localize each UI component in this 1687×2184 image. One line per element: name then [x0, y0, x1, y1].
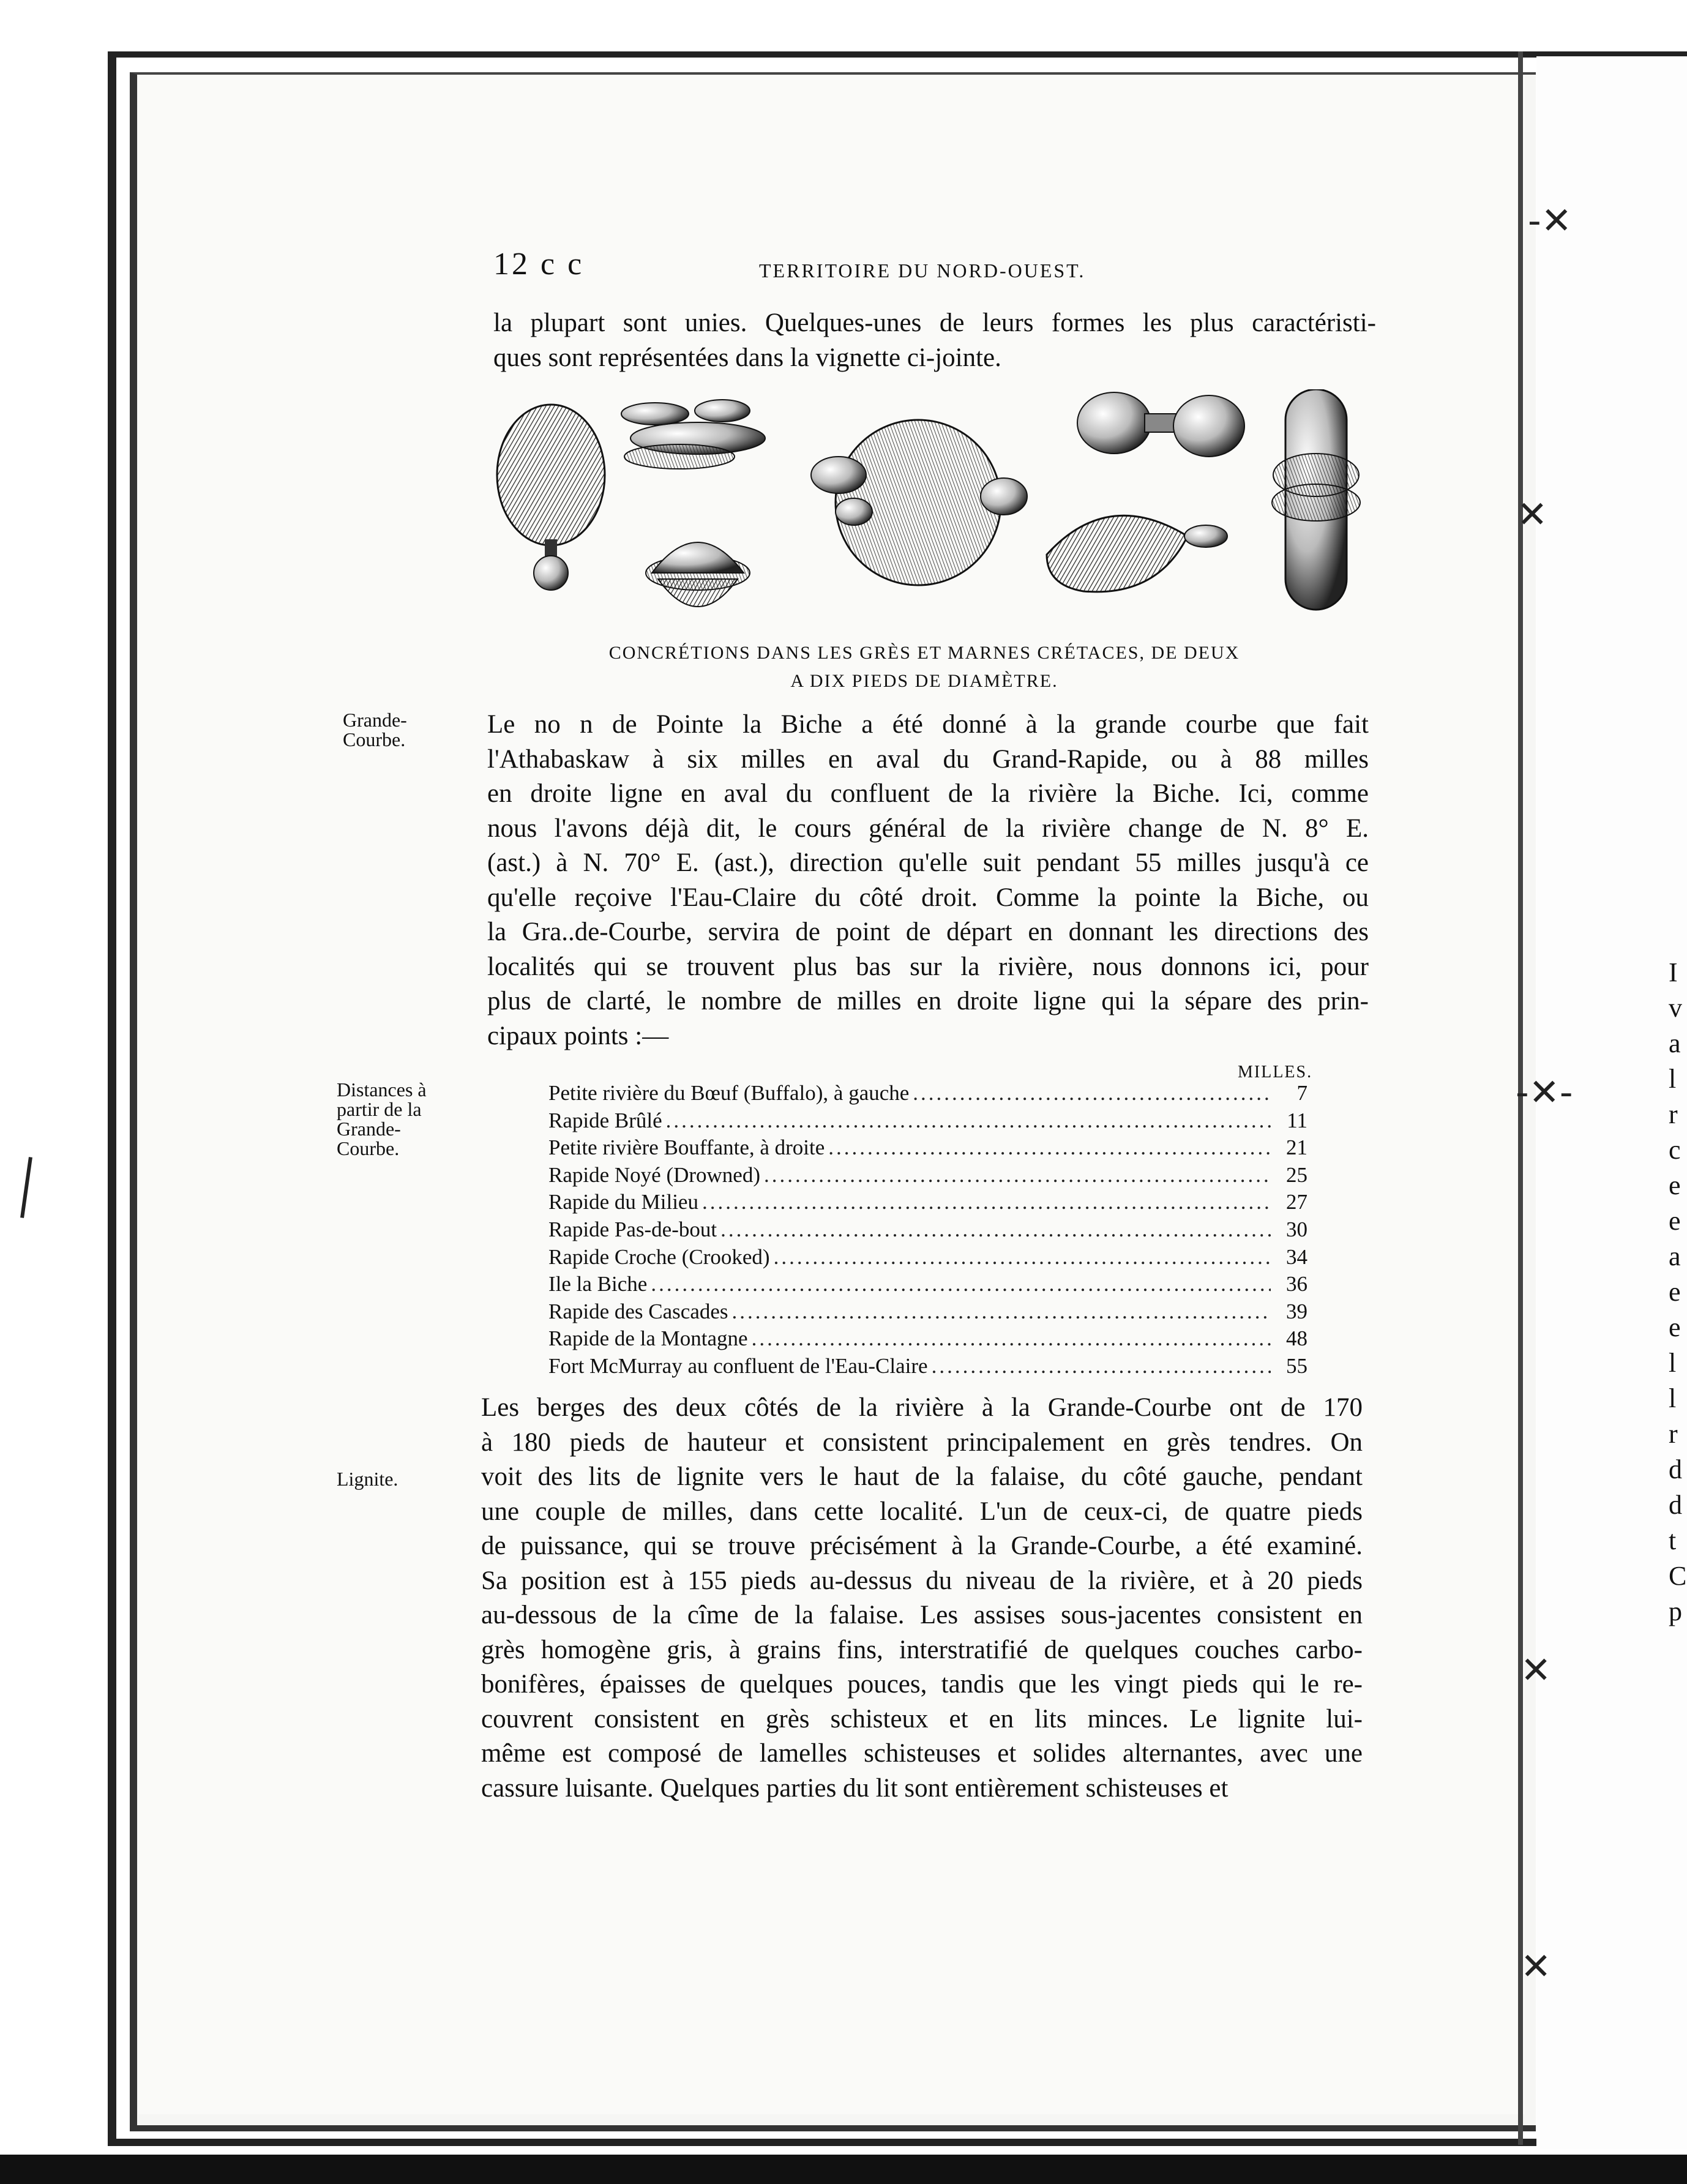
- text-line: au-dessous de la cîme de la falaise. Les assises sous-jacentes consistent en: [481, 1601, 1363, 1629]
- miles-value: 11: [1287, 1108, 1307, 1132]
- text-line: qu'elle reçoive l'Eau-Claire du côté droit. Comme la pointe la Biche, ou: [487, 883, 1369, 912]
- page-number: 12 c c: [493, 247, 585, 282]
- table-row: [548, 1190, 1307, 1214]
- concretions-illustration: [496, 389, 1370, 628]
- scan-mark: -✕: [1528, 200, 1572, 242]
- adjacent-letter: e: [1669, 1170, 1681, 1200]
- adjacent-letter: I: [1669, 957, 1678, 987]
- text-line: la plupart sont unies. Quelques-unes de leurs formes les plus caractéristi-: [493, 309, 1376, 337]
- text-line: bonifères, épaisses de quelques pouces, tandis que les vingt pieds qui le re-: [481, 1670, 1363, 1699]
- adjacent-letter: d: [1669, 1454, 1682, 1484]
- adjacent-letter: a: [1669, 1028, 1681, 1058]
- adjacent-letter: l: [1669, 1383, 1677, 1413]
- miles-value: 48: [1286, 1326, 1307, 1351]
- text-line: Le no n de Pointe la Biche a été donné à la grande courbe que fait: [487, 710, 1369, 739]
- adjacent-letter: a: [1669, 1241, 1681, 1271]
- figure-caption: [569, 639, 1279, 695]
- leader-dots: [932, 1354, 1271, 1378]
- place-name: Petite rivière du Bœuf (Buffalo), à gauche: [548, 1081, 910, 1105]
- leader-dots: [732, 1300, 1271, 1324]
- adjacent-letter: l: [1669, 1064, 1677, 1094]
- adjacent-letter: r: [1669, 1099, 1678, 1129]
- place-name: Rapide Noyé (Drowned): [548, 1162, 761, 1187]
- margin-note-distances: [337, 1080, 427, 1158]
- caption-line: A DIX PIEDS DE DIAMÈTRE.: [790, 671, 1058, 691]
- text-line: couvrent consistent en grès schisteux et en lits minces. Le lignite lui-: [481, 1704, 1363, 1733]
- scan-mark: ✕: [1521, 1649, 1552, 1692]
- miles-value: 7: [1296, 1081, 1307, 1105]
- margin-note-line: Grande-: [337, 1118, 401, 1140]
- adjacent-letter: c: [1669, 1135, 1681, 1165]
- miles-value: 27: [1286, 1190, 1307, 1214]
- place-name: Ile la Biche: [548, 1272, 648, 1296]
- almond-concretion: [1047, 515, 1227, 592]
- table-row: [548, 1354, 1307, 1378]
- margin-note-line: Grande-: [343, 709, 407, 731]
- caption-line: CONCRÉTIONS DANS LES GRÈS ET MARNES CRÉTACES, DE DEUX: [608, 643, 1240, 663]
- adjacent-letter: e: [1669, 1206, 1681, 1236]
- text-line: une couple de milles, dans cette localité. L'un de ceux-ci, de quatre pieds: [481, 1497, 1363, 1526]
- running-title: TERRITOIRE DU NORD-OUEST.: [759, 260, 1086, 282]
- adjacent-letter: t: [1669, 1525, 1677, 1555]
- table-row: [548, 1272, 1307, 1296]
- leader-dots: [752, 1326, 1271, 1351]
- adjacent-letter: p: [1669, 1596, 1682, 1626]
- paragraph-lignite: [481, 1391, 1363, 1806]
- table-row: [548, 1135, 1307, 1160]
- place-name: Petite rivière Bouffante, à droite: [548, 1135, 825, 1160]
- text-line: Les berges des deux côtés de la rivière à la Grande-Courbe ont de 170: [481, 1393, 1363, 1422]
- adjacent-letter: r: [1669, 1419, 1678, 1449]
- place-name: Rapide des Cascades: [548, 1299, 728, 1323]
- place-name: Rapide Brûlé: [548, 1108, 662, 1132]
- text-line: plus de clarté, le nombre de milles en droite ligne qui la sépare des prin-: [487, 987, 1369, 1015]
- margin-note-line: Courbe.: [337, 1137, 400, 1159]
- text-line: (ast.) à N. 70° E. (ast.), direction qu'elle suit pendant 55 milles jusqu'à ce: [487, 848, 1369, 877]
- scan-bottom-edge: [0, 2155, 1687, 2184]
- miles-value: 36: [1286, 1272, 1307, 1296]
- disc-concretion: [646, 542, 750, 607]
- text-line: cassure luisante. Quelques parties du lit sont entièrement schisteuses et: [481, 1773, 1229, 1803]
- miles-value: 39: [1286, 1299, 1307, 1323]
- leader-dots: [764, 1163, 1271, 1187]
- text-line: ques sont représentées dans la vignette ci-jointe.: [493, 343, 1001, 372]
- place-name: Rapide du Milieu: [548, 1190, 698, 1214]
- scan-mark: ✕: [1517, 493, 1548, 536]
- table-unit-header: MILLES.: [1238, 1063, 1313, 1082]
- leader-dots: [720, 1217, 1271, 1242]
- leader-dots: [666, 1109, 1271, 1133]
- place-name: Rapide Croche (Crooked): [548, 1244, 770, 1269]
- margin-note-lignite: [337, 1469, 398, 1489]
- adjacent-letter: e: [1669, 1277, 1681, 1307]
- text-line: la Gra..de-Courbe, servira de point de départ en donnant les directions des: [487, 918, 1369, 946]
- text-line: même est composé de lamelles schisteuses et solides alternantes, avec une: [481, 1739, 1363, 1768]
- column-concretion: [1272, 389, 1360, 610]
- table-row: [548, 1163, 1307, 1187]
- adjacent-letter: C: [1669, 1561, 1687, 1591]
- leader-dots: [828, 1135, 1271, 1160]
- place-name: Rapide de la Montagne: [548, 1326, 748, 1351]
- miles-value: 34: [1286, 1244, 1307, 1269]
- table-row: [548, 1326, 1307, 1351]
- leader-dots: [774, 1245, 1271, 1270]
- text-line: l'Athabaskaw à six milles en aval du Grand-Rapide, ou à 88 milles: [487, 744, 1369, 774]
- miles-value: 21: [1286, 1135, 1307, 1160]
- text-line: nous l'avons déjà dit, le cours général de la rivière change de N. 8° E.: [487, 813, 1369, 843]
- miles-value: 55: [1286, 1354, 1307, 1378]
- table-row: [548, 1217, 1307, 1242]
- adjacent-letter: v: [1669, 993, 1682, 1023]
- leader-dots: [913, 1081, 1271, 1105]
- paragraph-grande-courbe: [487, 708, 1369, 1053]
- text-line: localités qui se trouvent plus bas sur la rivière, nous donnons ici, pour: [487, 952, 1369, 981]
- table-row: [548, 1109, 1307, 1133]
- margin-note-line: Courbe.: [343, 728, 406, 750]
- miles-value: 25: [1286, 1162, 1307, 1187]
- dumbbell-concretion: [1077, 392, 1244, 457]
- adjacent-letter: l: [1669, 1348, 1677, 1378]
- adjacent-letter: d: [1669, 1490, 1682, 1520]
- scan-mark: ✕: [1521, 1945, 1552, 1988]
- margin-note-line: partir de la: [337, 1098, 422, 1120]
- scan-mark: -✕-: [1516, 1071, 1573, 1114]
- text-line: cipaux points :—: [487, 1021, 669, 1050]
- adjacent-letter: e: [1669, 1312, 1681, 1342]
- table-row: [548, 1081, 1307, 1105]
- egg-concretion: [497, 405, 605, 590]
- table-row: [548, 1245, 1307, 1270]
- text-line: de puissance, qui se trouve précisément à la Grande-Courbe, a été examiné.: [481, 1531, 1363, 1560]
- adjacent-page-text: [1669, 955, 1687, 1629]
- text-line: à 180 pieds de hauteur et consistent principalement en grès tendres. On: [481, 1427, 1363, 1457]
- leader-dots: [651, 1272, 1271, 1296]
- intro-paragraph: [493, 306, 1376, 375]
- text-line: grès homogène gris, à grains fins, interstratifié de quelques couches carbo-: [481, 1635, 1363, 1664]
- place-name: Fort McMurray au confluent de l'Eau-Claire: [548, 1354, 928, 1378]
- lobed-ball-concretion: [811, 420, 1027, 585]
- text-line: Sa position est à 155 pieds au-dessus du niveau de la rivière, et à 20 pieds: [481, 1566, 1363, 1595]
- lens-stack-concretion: [621, 400, 765, 469]
- miles-value: 30: [1286, 1217, 1307, 1241]
- margin-note-line: Distances à: [337, 1079, 427, 1101]
- table-row: [548, 1300, 1307, 1324]
- leader-dots: [702, 1190, 1271, 1214]
- text-line: voit des lits de lignite vers le haut de la falaise, du côté gauche, pendant: [481, 1462, 1363, 1491]
- margin-note-grande-courbe: [343, 710, 407, 749]
- place-name: Rapide Pas-de-bout: [548, 1217, 717, 1241]
- text-line: en droite ligne en aval du confluent de la rivière la Biche. Ici, comme: [487, 779, 1369, 808]
- margin-note-line: Lignite.: [337, 1468, 398, 1490]
